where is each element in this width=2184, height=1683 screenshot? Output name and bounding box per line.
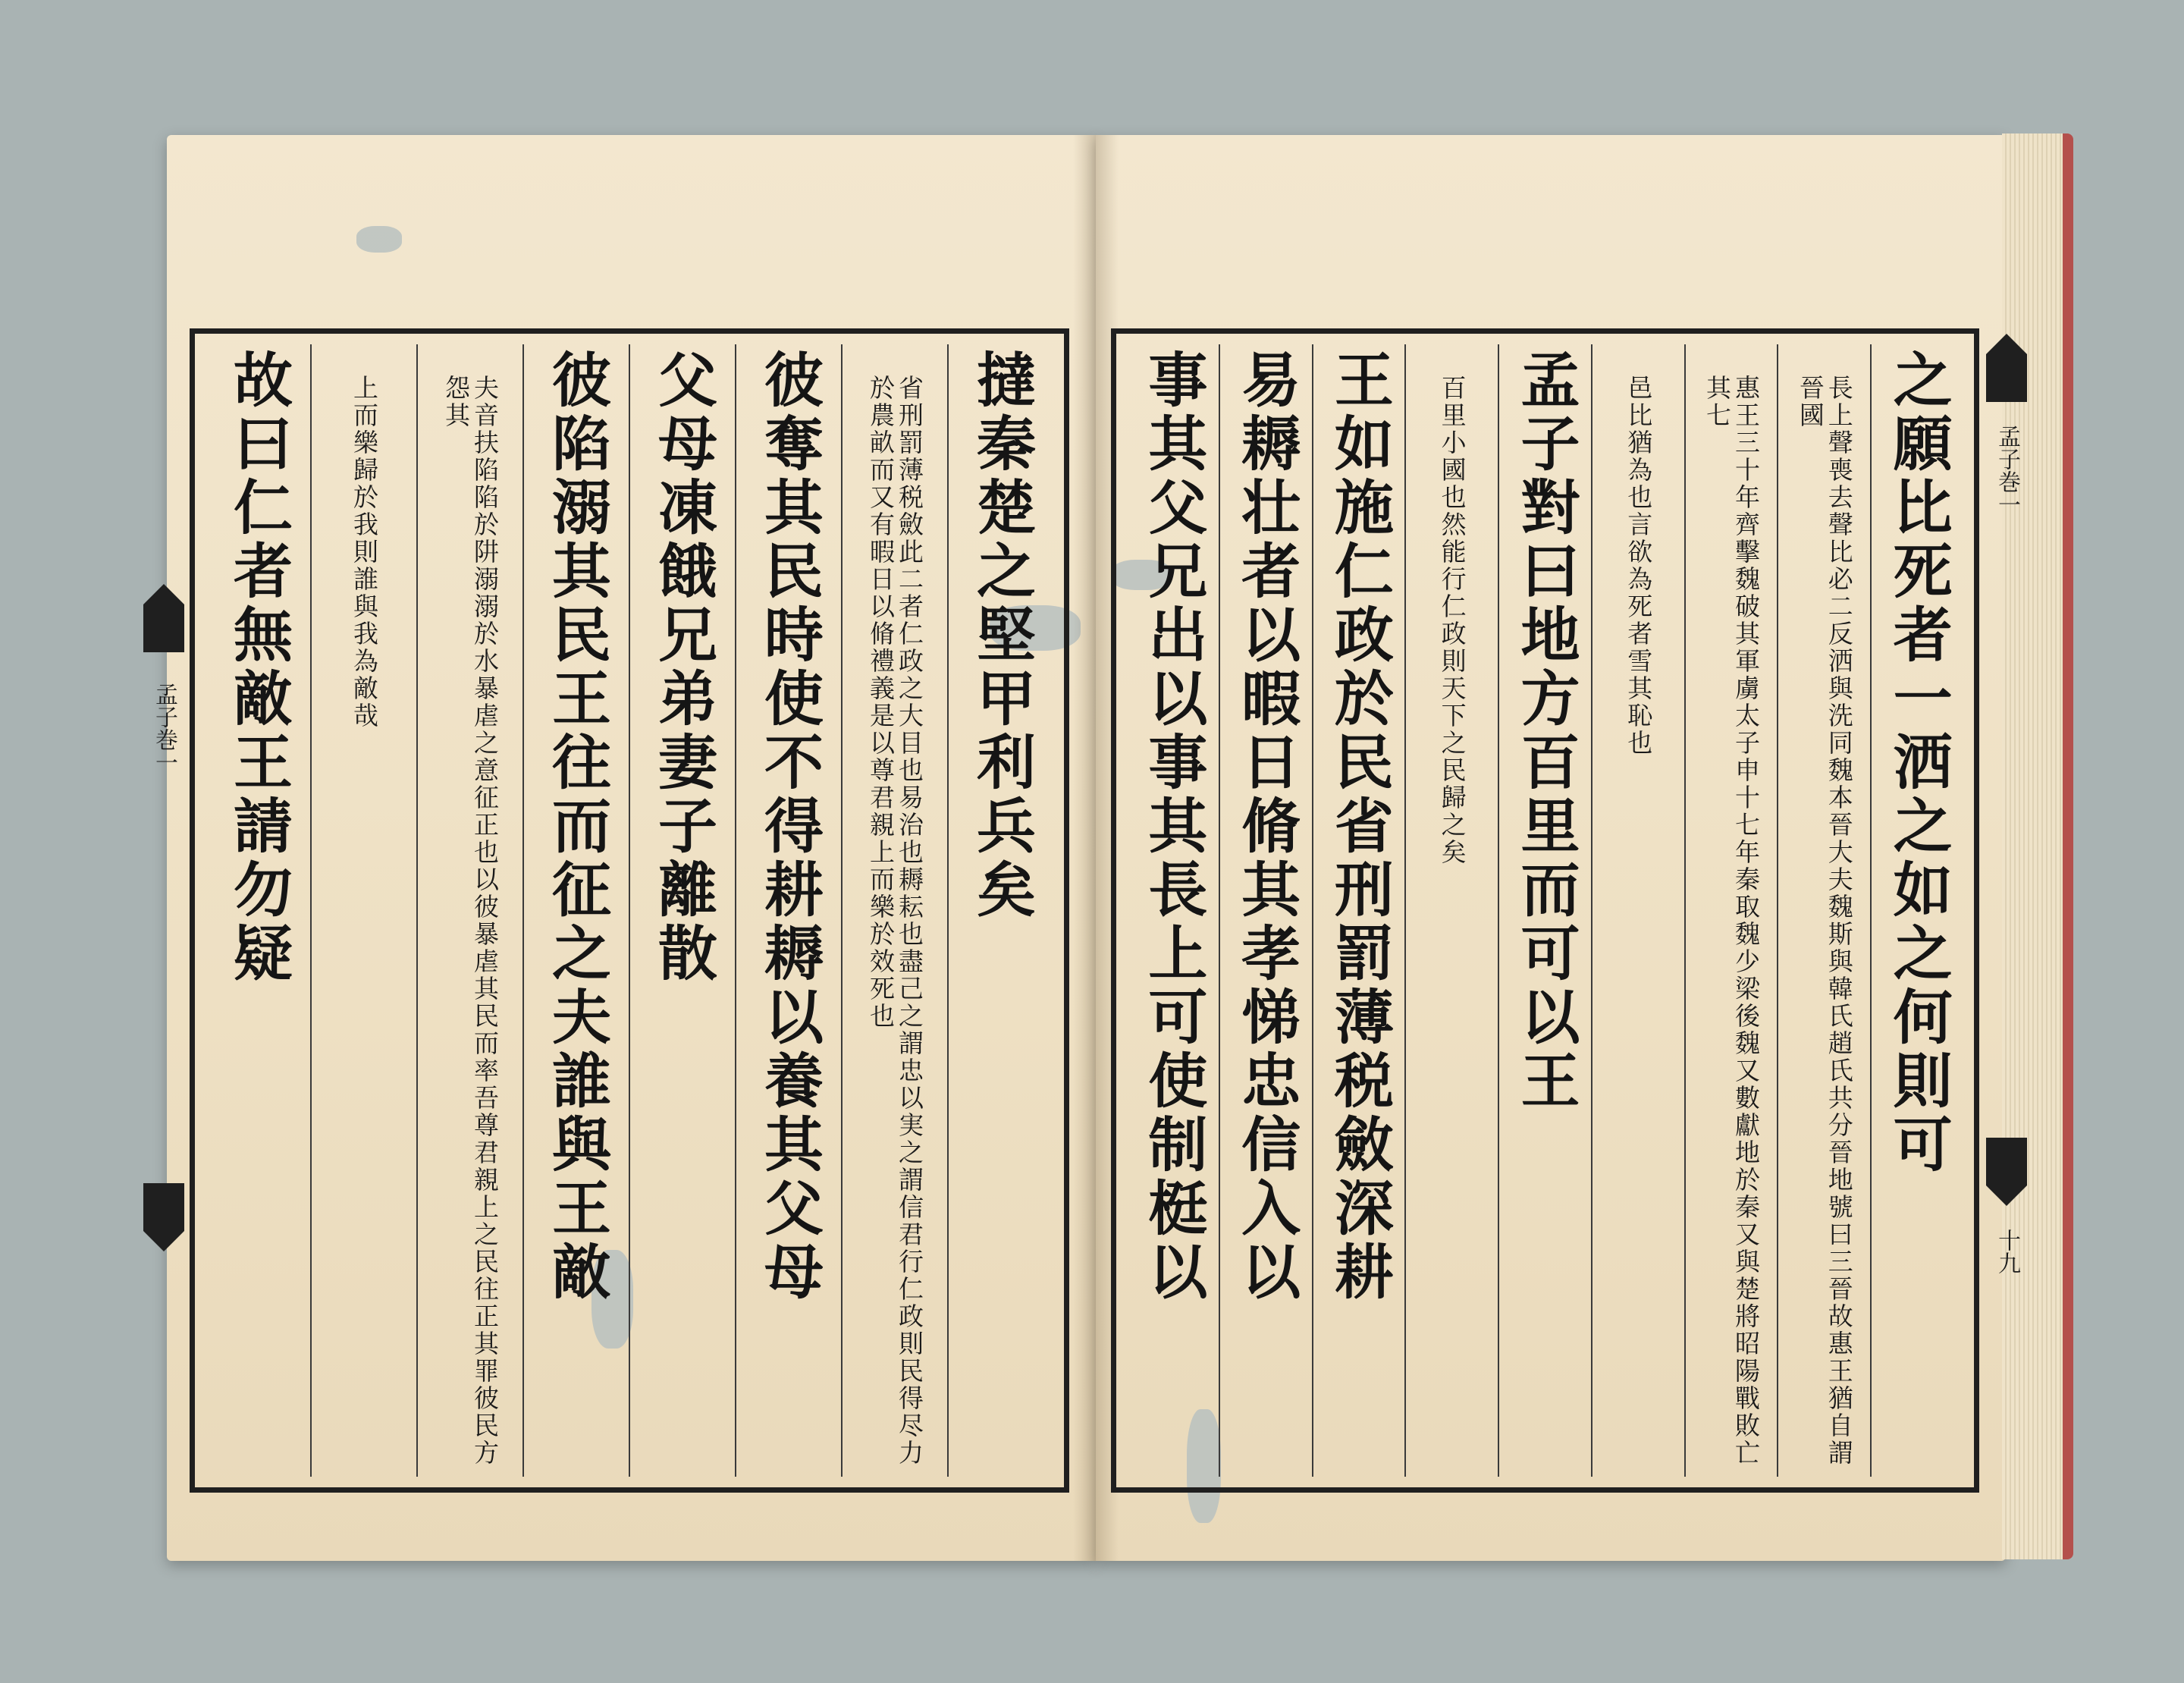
text-column — [1498, 344, 1591, 1477]
main-text: 撻秦楚之堅甲利兵矣 — [967, 349, 1036, 922]
commentary-text: 惠王三十年齊擊魏破其軍虜太子申十七年秦取魏少梁後魏又數獻地於秦又與楚將昭陽戰敗亡其七 — [1702, 375, 1761, 1467]
text-column — [1684, 344, 1778, 1477]
commentary-text: 省刑罰薄税斂此二者仁政之大目也易治也耨耘也盡己之謂忠以実之謂信君行仁政則民得尽力於農畝而又有暇日以脩禮義是以尊君親上而樂於效死也 — [866, 375, 924, 1467]
main-text: 王如施仁政於民省刑罰薄税斂深耕 — [1324, 349, 1394, 1305]
open-book — [151, 127, 2070, 1568]
text-column — [947, 344, 1053, 1477]
left-fold-tab — [134, 334, 193, 1498]
left-columns — [206, 344, 1053, 1477]
main-text: 孟子對曰地方百里而可以王 — [1511, 349, 1580, 1113]
main-text: 故曰仁者無敵王請勿疑 — [224, 349, 293, 986]
text-column — [1404, 344, 1498, 1477]
left-text-frame — [151, 328, 1069, 1493]
text-column — [1777, 344, 1870, 1477]
main-text: 彼奪其民時使不得耕耨以養其父母 — [755, 349, 824, 1305]
fishtail-mark — [143, 1183, 184, 1251]
commentary-text: 長上聲喪去聲比必二反洒與洗同魏本晉大夫魏斯與韓氏趙氏共分晉地號曰三晉故惠王猶自謂晉國 — [1795, 375, 1854, 1467]
text-column — [522, 344, 629, 1477]
commentary-text: 百里小國也然能行仁政則天下之民歸之矣 — [1437, 375, 1467, 866]
text-column — [206, 344, 310, 1477]
text-column — [416, 344, 522, 1477]
text-column — [735, 344, 841, 1477]
fishtail-mark — [143, 584, 184, 652]
commentary-text: 邑比猶為也言欲為死者雪其恥也 — [1624, 375, 1654, 757]
commentary-text: 上而樂歸於我則誰與我為敵哉 — [349, 375, 379, 730]
paper-damage — [356, 226, 402, 253]
text-column — [1312, 344, 1405, 1477]
main-text: 易耨壮者以暇日脩其孝悌忠信入以 — [1232, 349, 1301, 1305]
page-number: 十九 — [1994, 1229, 2020, 1274]
right-text-frame — [1111, 328, 2020, 1493]
fishtail-mark — [1986, 334, 2027, 402]
text-column — [1591, 344, 1684, 1477]
main-text: 之願比死者一洒之如之何則可 — [1883, 349, 1953, 1177]
text-column — [629, 344, 735, 1477]
commentary-text: 夫音扶陷陷於阱溺溺於水暴虐之意征正也以彼暴虐其民而率吾尊君親上之民往正其罪彼民方怨其 — [441, 375, 500, 1467]
right-columns — [1127, 344, 1963, 1477]
main-text: 事其父兄出以事其長上可使制梃以 — [1138, 349, 1208, 1305]
right-fold-tab — [1977, 334, 2036, 1498]
main-text: 彼陷溺其民王往而征之夫誰與王敵 — [542, 349, 611, 1305]
text-column — [1127, 344, 1219, 1477]
text-column — [310, 344, 416, 1477]
text-column — [1219, 344, 1312, 1477]
text-column — [1870, 344, 1963, 1477]
main-text: 父母凍餓兄弟妻子離散 — [648, 349, 717, 986]
fold-label: 孟子巻一 — [1994, 425, 2020, 516]
fold-label: 孟子巻一 — [151, 683, 177, 774]
text-column — [841, 344, 947, 1477]
fishtail-mark — [1986, 1138, 2027, 1206]
